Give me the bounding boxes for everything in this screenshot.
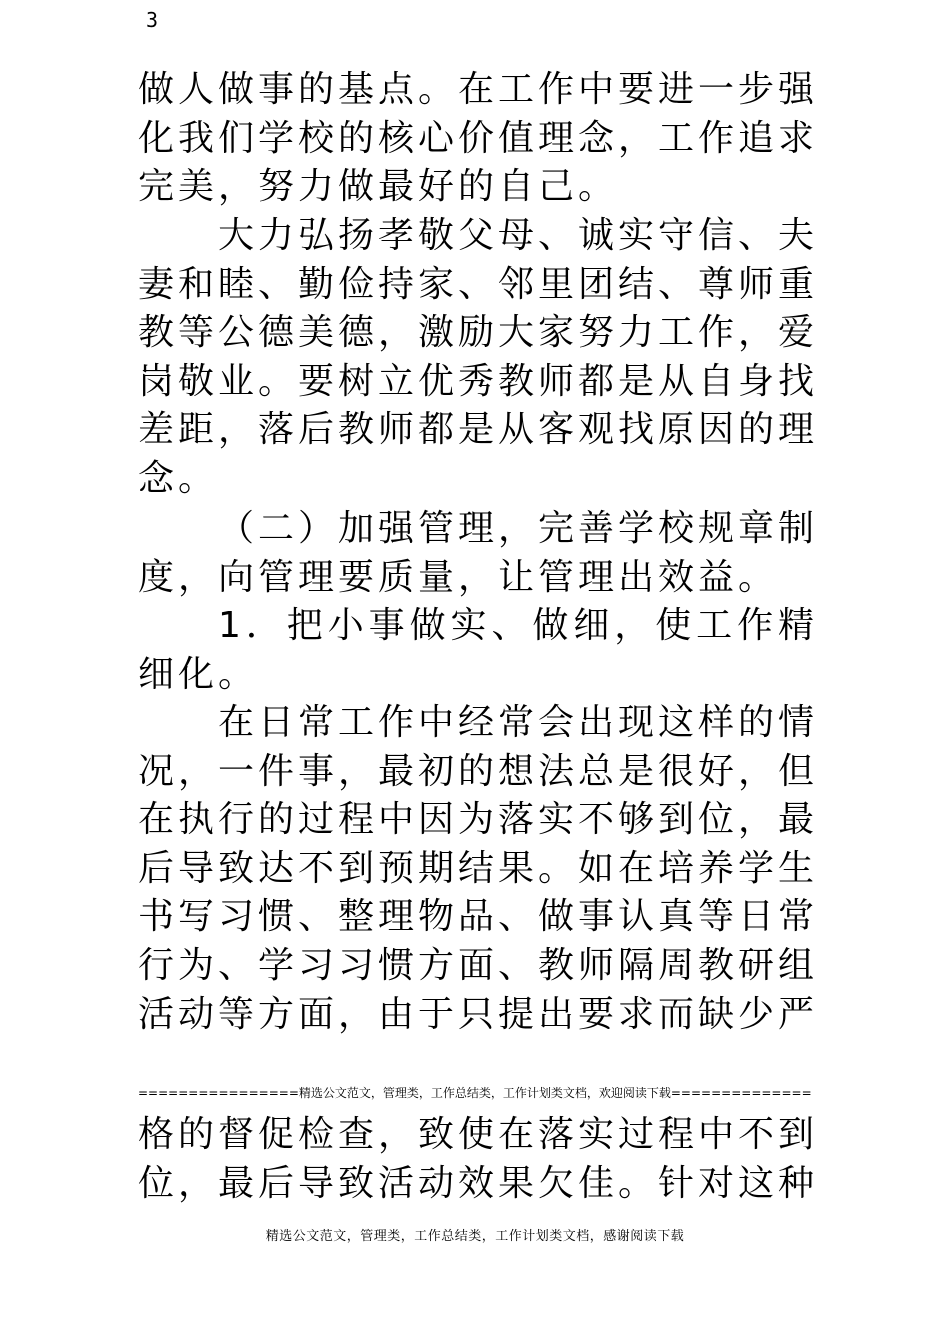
paragraph-5: 在日常工作中经常会出现这样的情况，一件事，最初的想法总是很好，但在执行的过程中因为落实不够到位，最后导致达不到预期结果。如在培养学生书写习惯、整理物品、做事认真等日常行为、学习习惯方面、教师隔周教研组活动等方面，由于只提出要求而缺少严: [138, 702, 819, 1035]
paragraph-1: 做人做事的基点。在工作中要进一步强化我们学校的核心价值理念，工作追求完美，努力做最好的自己。: [138, 69, 819, 208]
paragraph-2: 大力弘扬孝敬父母、诚实守信、夫妻和睦、勤俭持家、邻里团结、尊师重教等公德美德，激励大家努力工作，爱岗敬业。要树立优秀教师都是从自身找差距，落后教师都是从客观找原因的理念。: [138, 215, 819, 499]
paragraph-6: 格的督促检查，致使在落实过程中不到位，最后导致活动效果欠佳。针对这种: [138, 1114, 819, 1204]
page-number: 3: [146, 8, 159, 32]
paragraph-4-subheading: 1．把小事做实、做细，使工作精细化。: [138, 605, 818, 695]
paragraph-3-section-heading: （二）加强管理，完善学校规章制度，向管理要质量，让管理出效益。: [138, 508, 819, 598]
page-separator: ================精选公文范文，管理类，工作总结类，工作计划类文档，欢迎阅读下载==============: [138, 1086, 812, 1100]
page-footer: 精选公文范文，管理类，工作总结类，工作计划类文档，感谢阅读下载: [265, 1229, 685, 1244]
